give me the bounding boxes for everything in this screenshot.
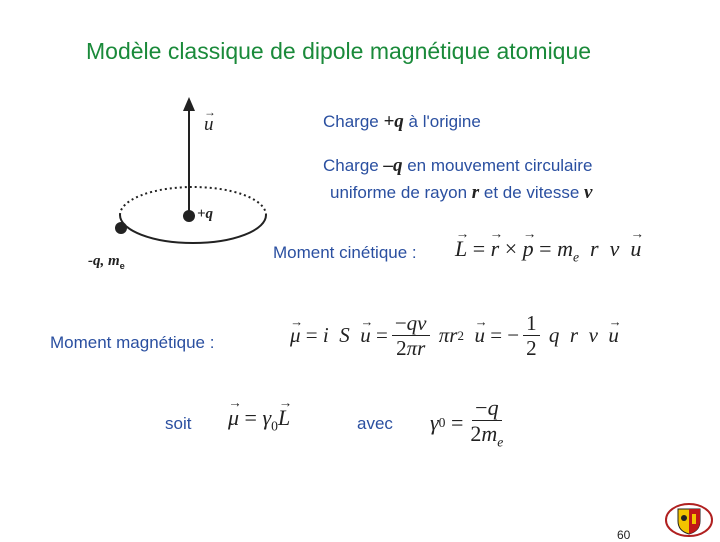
moment-magnetique-label: Moment magnétique : — [50, 333, 215, 352]
line3-a: uniforme de rayon — [330, 183, 472, 202]
u-label: → u — [204, 114, 214, 136]
line3-b: et de vitesse — [479, 183, 585, 202]
line3-v: v — [584, 182, 593, 203]
minus-q-text: -q, m — [88, 253, 120, 269]
line1-b: à l'origine — [403, 112, 481, 131]
line2-a: Charge — [323, 156, 384, 175]
angular-momentum-equation: → L = → r × → $p = m_e$ r v → u — [455, 236, 641, 265]
magnetic-moment-equation: → μ = i S → u = $\frac{-qv}{2\pi r}$ πr 2 → u = − $\frac{1}{2}$ q r v → u — [290, 312, 619, 359]
line3-r: r — [471, 182, 480, 203]
gamma-equation: γ 0 = $\frac{-q}{2m_e}$ — [430, 395, 504, 450]
charge-origin-line — [323, 111, 481, 133]
line2-q: –q — [383, 155, 403, 176]
dipole-diagram — [100, 95, 280, 255]
line1-a: Charge — [323, 112, 384, 131]
slide-title: Modèle classique de dipole magnétique atomique — [86, 38, 592, 64]
page-number: 60 — [617, 528, 631, 542]
avec-label: avec — [357, 414, 393, 433]
university-logo — [664, 503, 714, 537]
moment-cinetique-label: Moment cinétique : — [273, 243, 417, 262]
plus-q-label: +q — [197, 206, 214, 222]
minus-q-sub: e — [119, 261, 125, 271]
positive-charge — [183, 210, 195, 222]
soit-label: soit — [165, 414, 192, 433]
gyromagnetic-relation: → $\mu = \gamma_0\to L$ — [228, 405, 290, 434]
minus-q-label — [88, 253, 125, 271]
line2-b: en mouvement circulaire — [402, 156, 593, 175]
line1-q: +q — [383, 111, 404, 132]
u-vector-label — [204, 114, 214, 136]
negative-charge — [115, 222, 127, 234]
charge-moving-line — [323, 155, 592, 177]
orbit-back — [120, 187, 266, 215]
uniform-radius-line — [330, 182, 592, 204]
arrow-head-icon — [183, 97, 195, 111]
